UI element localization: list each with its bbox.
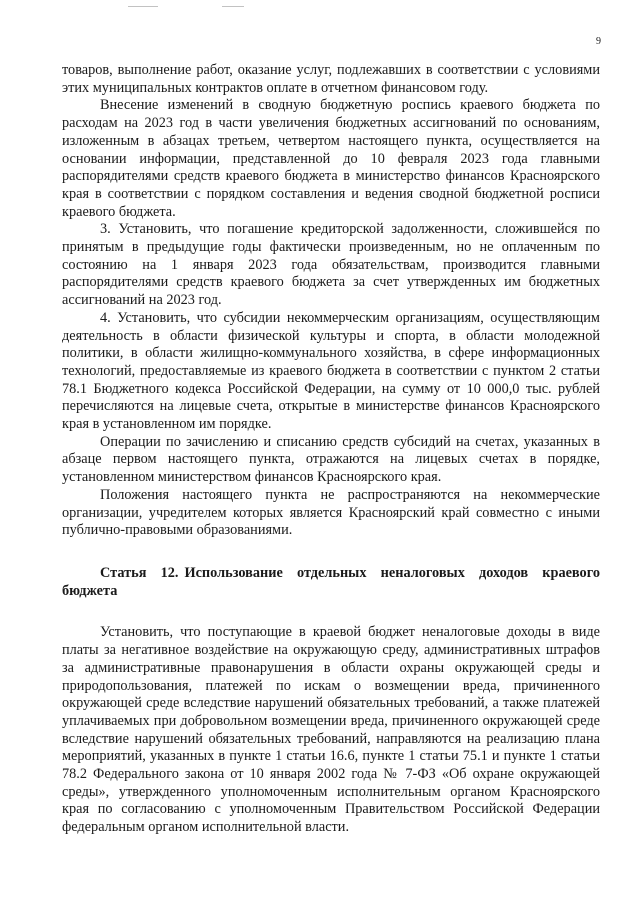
paragraph-point-3: 3. Установить, что погашение кредиторской задолженности, сложившейся по принятым в предыдущие годы фактически произведенным, но не оплаченным по состоянию на 1 января 2023 года обязательствам, производится главными распорядителями средств краевого бюджета за счет утвержденных им бюджетных ассигнований на 2023 год. [62,221,600,309]
paragraph-article-12: Установить, что поступающие в краевой бюджет неналоговые доходы в виде платы за негативное воздействие на окружающую среду, административных штрафов за административные правонарушения в области охраны окружающей среды и природопользования, платежей по искам о возмещении вреда, причиненного окружающей среде вследствие нарушений обязательных требований, а также платежей уплачиваемых при добровольном возмещении вреда, причиненного окружающей среде вследствие нарушений обязательных требований, направляются на реализацию плана мероприятий, указанных в пункте 1 статьи 16.6, пункте 1 статьи 75.1 и пункте 1 статьи 78.2 Федерального закона от 10 января 2002 года № 7-ФЗ «Об охране окружающей среды», утвержденного уполномоченным исполнительным органом Красноярского края по согласованию с уполномоченным Правительством Российской Федерации федеральным органом исполнительной власти. [62,624,600,836]
paragraph-continuation: товаров, выполнение работ, оказание услуг, подлежавших в соответствии с условиями этих муниципальных контрактов оплате в отчетном финансовом году. [62,62,600,96]
scan-artifact-line [222,6,244,7]
page-number: 9 [596,36,601,47]
article-title: Использование отдельных неналоговых доходов краевого бюджета [62,564,600,599]
article-label: Статья 12. [100,564,179,581]
paragraph-point-4: 4. Установить, что субсидии некоммерческим организациям, осуществляющим деятельность в области физической культуры и спорта, в области молодежной политики, в области жилищно-коммунального хозяйства, в сфере информационных технологий, предоставляемые из краевого бюджета в соответствии с пунктом 2 статьи 78.1 Бюджетного кодекса Российской Федерации, на сумму от 10 000,0 тыс. рублей перечисляются на лицевые счета, открытые в министерстве финансов Красноярского края в установленном им порядке. [62,309,600,433]
paragraph-subsidy-operations: Операции по зачислению и списанию средств субсидий на счетах, указанных в абзаце первом настоящего пункта, отражаются на лицевых счетах в порядке, установленном министерством финансов Красноярского края. [62,433,600,486]
document-body [62,62,600,837]
article-heading [62,565,600,600]
paragraph-exclusions: Положения настоящего пункта не распространяются на некоммерческие организации, учредителем которых является Красноярский край совместно с иными публично-правовыми образованиями. [62,486,600,539]
paragraph-budget-changes: Внесение изменений в сводную бюджетную роспись краевого бюджета по расходам на 2023 год в части увеличения бюджетных ассигнований по основаниям, изложенным в абзацах третьем, четвертом настоящего пункта, осуществляется на основании информации, представленной до 10 февраля 2023 года главными распорядителями средств краевого бюджета в министерство финансов Красноярского края в соответствии с порядком составления и ведения сводной бюджетной росписи краевого бюджета. [62,97,600,220]
scan-artifact-line [128,6,158,7]
